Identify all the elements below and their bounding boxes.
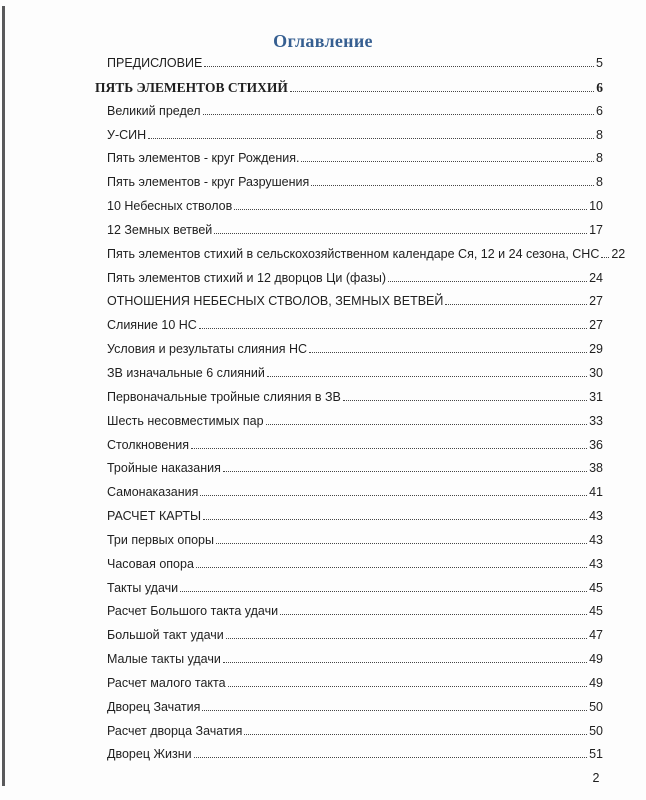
dotted-leader [280, 614, 587, 615]
toc-entry-label: ЗВ изначальные 6 слияний [107, 365, 265, 380]
toc-page-number: 49 [589, 652, 603, 667]
toc-entry[interactable] [0, 410, 646, 434]
toc-entry[interactable] [0, 434, 646, 458]
toc-page-number: 31 [589, 389, 603, 404]
toc-page-number: 5 [596, 56, 603, 70]
toc-entry[interactable] [0, 76, 646, 100]
toc-entry[interactable] [0, 219, 646, 243]
toc-entry[interactable] [0, 457, 646, 481]
toc-entry[interactable] [0, 100, 646, 124]
toc-entry-label: 12 Земных ветвей [107, 222, 213, 237]
toc-page-number: 33 [589, 413, 603, 428]
toc-entry-label: Дворец Зачатия [107, 699, 201, 714]
dotted-leader [228, 686, 588, 687]
toc-entry-label: Пять элементов стихий в сельскохозяйственном календаре Ся, 12 и 24 сезона, СНС [107, 246, 600, 261]
toc-page-number: 8 [596, 175, 603, 190]
toc-entry-label: Часовая опора [107, 556, 194, 571]
toc-page-number: 27 [589, 294, 603, 309]
toc-entry[interactable] [0, 743, 646, 767]
toc-entry-label: Такты удачи [107, 580, 179, 595]
toc-entry[interactable] [0, 720, 646, 744]
toc-entry-label: Пять элементов стихий и 12 дворцов Ци (фазы) [107, 270, 387, 285]
dotted-leader [203, 519, 587, 520]
toc-entry[interactable] [0, 386, 646, 410]
toc-entry-label: ПЯТЬ ЭЛЕМЕНТОВ СТИХИЙ [95, 79, 288, 95]
toc-page-number: 8 [596, 151, 603, 166]
dotted-leader [194, 757, 587, 758]
dotted-leader [266, 424, 588, 425]
dotted-leader [234, 209, 587, 210]
dotted-leader [301, 161, 594, 162]
dotted-leader [196, 567, 587, 568]
toc-entry-label: Пять элементов - круг Разрушения [107, 175, 310, 190]
toc-entry[interactable] [0, 553, 646, 577]
toc-entry-label: Столкновения [107, 437, 190, 452]
dotted-leader [226, 638, 587, 639]
toc-page-number: 41 [589, 485, 603, 500]
dotted-leader [180, 591, 587, 592]
toc-entry[interactable] [0, 624, 646, 648]
toc-entry-label: Расчет дворца Зачатия [107, 723, 243, 738]
dotted-leader [223, 662, 587, 663]
toc-entry[interactable] [0, 52, 646, 76]
toc-page-number: 29 [589, 342, 603, 357]
toc-entry[interactable] [0, 529, 646, 553]
toc-entry[interactable] [0, 648, 646, 672]
toc-entry[interactable] [0, 362, 646, 386]
toc-entry[interactable] [0, 314, 646, 338]
toc-page-number: 45 [589, 580, 603, 595]
toc-entry-label: Первоначальные тройные слияния в ЗВ [107, 389, 341, 404]
toc-page-number: 8 [596, 127, 603, 142]
dotted-leader [267, 376, 587, 377]
toc-page-number: 45 [589, 604, 603, 619]
toc-page-number: 51 [589, 747, 603, 762]
dotted-leader [290, 91, 594, 92]
toc-entry[interactable] [0, 505, 646, 529]
toc-entry-label: ПРЕДИСЛОВИЕ [107, 56, 203, 70]
dotted-leader [216, 543, 587, 544]
toc-entry[interactable] [0, 171, 646, 195]
toc-entry-label: Расчет малого такта [107, 675, 226, 690]
toc-entry-label: Три первых опоры [107, 532, 214, 547]
dotted-leader [445, 304, 587, 305]
dotted-leader [148, 138, 594, 139]
toc-entry-label: РАСЧЕТ КАРТЫ [107, 509, 202, 524]
toc-entry[interactable] [0, 243, 646, 267]
toc-entry[interactable] [0, 696, 646, 720]
toc-entry[interactable] [0, 124, 646, 148]
toc-page-number: 43 [589, 509, 603, 524]
toc-page-number: 50 [589, 723, 603, 738]
toc-entry[interactable] [0, 290, 646, 314]
toc-entry-label: Великий предел [107, 103, 201, 118]
dotted-leader [202, 710, 587, 711]
footer-page-number: 2 [592, 771, 600, 785]
dotted-leader [223, 471, 587, 472]
dotted-leader [214, 233, 587, 234]
dotted-leader [343, 400, 587, 401]
toc-entry[interactable] [0, 338, 646, 362]
toc-entry[interactable] [0, 481, 646, 505]
toc-entry-label: У-СИН [107, 127, 147, 142]
toc-page-number: 6 [596, 79, 603, 95]
toc-entry-label: Самонаказания [107, 485, 199, 500]
toc-page-number: 24 [589, 270, 603, 285]
dotted-leader [203, 114, 594, 115]
toc-entry-label: 10 Небесных стволов [107, 199, 233, 214]
dotted-leader [200, 495, 587, 496]
toc-page-number: 27 [589, 318, 603, 333]
dotted-leader [244, 734, 587, 735]
toc-page-number: 43 [589, 556, 603, 571]
toc-entry-label: Условия и результаты слияния НС [107, 342, 308, 357]
toc-page-number: 6 [596, 103, 603, 118]
toc-entry[interactable] [0, 147, 646, 171]
toc-entry-label: Пять элементов - круг Рождения. [107, 151, 300, 166]
dotted-leader [309, 352, 587, 353]
toc-page-number: 36 [589, 437, 603, 452]
toc-entry-label: Тройные наказания [107, 461, 221, 476]
toc-page-number: 17 [589, 222, 603, 237]
dotted-leader [601, 257, 609, 258]
dotted-leader [204, 66, 594, 67]
toc-entry[interactable] [0, 195, 646, 219]
toc-entry-label: Большой такт удачи [107, 628, 224, 643]
toc-entry-label: Слияние 10 НС [107, 318, 197, 333]
toc-page-number: 47 [589, 628, 603, 643]
toc-entry-label: Малые такты удачи [107, 652, 221, 667]
toc-entry[interactable] [0, 600, 646, 624]
toc-page-number: 38 [589, 461, 603, 476]
toc-entry-label: ОТНОШЕНИЯ НЕБЕСНЫХ СТВОЛОВ, ЗЕМНЫХ ВЕТВЕЙ [107, 294, 444, 309]
toc-entry-label: Дворец Жизни [107, 747, 192, 762]
toc-page-number: 43 [589, 532, 603, 547]
table-of-contents [0, 52, 646, 767]
toc-page-number: 50 [589, 699, 603, 714]
dotted-leader [199, 328, 587, 329]
toc-page-number: 22 [611, 246, 626, 261]
toc-entry-label: Расчет Большого такта удачи [107, 604, 279, 619]
toc-entry[interactable] [0, 267, 646, 291]
dotted-leader [311, 185, 594, 186]
toc-page-number: 10 [589, 199, 603, 214]
toc-entry-label: Шесть несовместимых пар [107, 413, 264, 428]
toc-entry[interactable] [0, 672, 646, 696]
toc-page-number: 30 [589, 365, 603, 380]
dotted-leader [388, 281, 587, 282]
toc-entry[interactable] [0, 577, 646, 601]
toc-title: Оглавление [273, 31, 373, 51]
toc-page-number: 49 [589, 675, 603, 690]
dotted-leader [191, 448, 587, 449]
